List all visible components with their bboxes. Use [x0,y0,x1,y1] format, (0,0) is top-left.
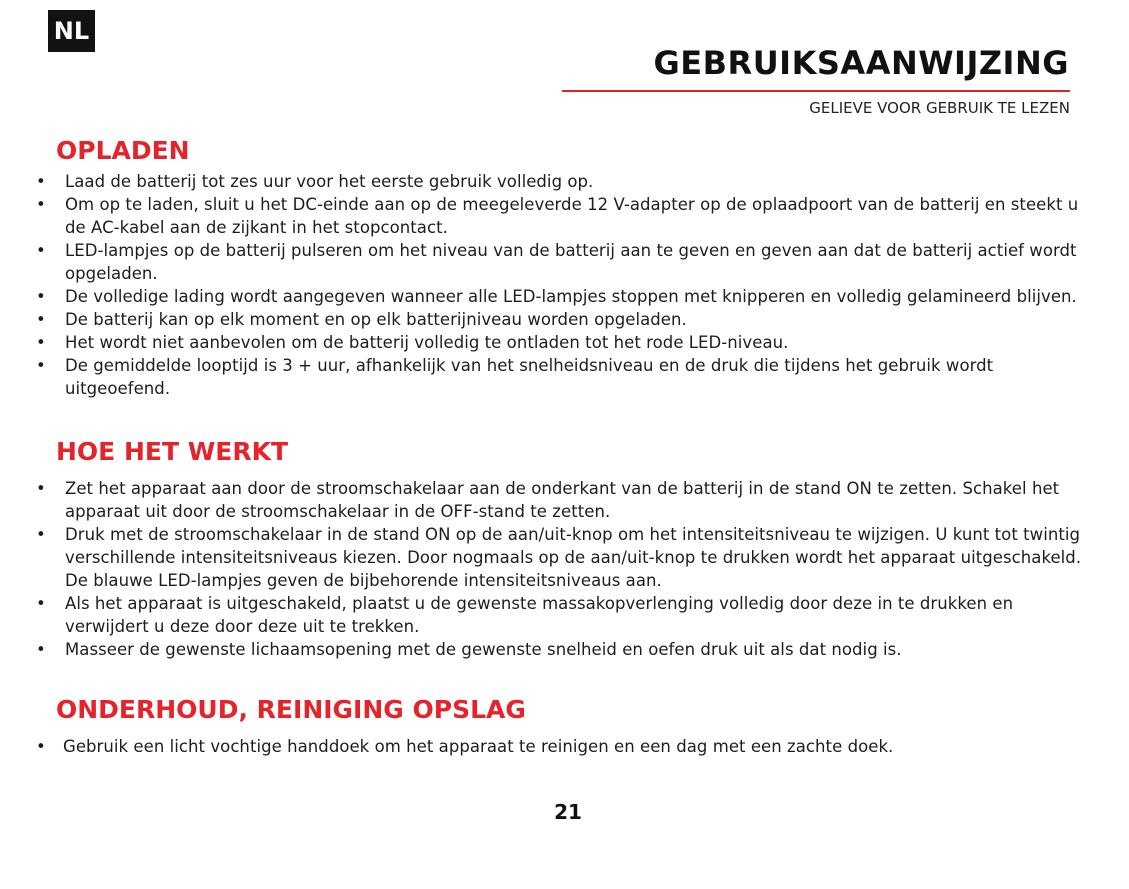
list-item: • LED-lampjes op de batterij pulseren om het niveau van de batterij aan te geven en geven aan dat de batterij actief wordt opgeladen. [36,241,1077,283]
charging-instructions-list [34,170,1094,400]
bullet-icon: • [36,525,46,544]
section-heading-opladen: OPLADEN [56,136,190,165]
document-subtitle: GELIEVE VOOR GEBRUIK TE LEZEN [809,99,1070,117]
list-item: • Als het apparaat is uitgeschakeld, plaatst u de gewenste massakopverlenging volledig door deze in te drukken en verwijdert u deze door deze uit te trekken. [36,594,1014,636]
list-item: • Om op te laden, sluit u het DC-einde aan op de meegeleverde 12 V-adapter op de oplaadpoort van de batterij en steekt u de AC-kabel aan de zijkant in het stopcontact. [36,195,1079,237]
bullet-icon: • [36,356,46,375]
title-underline [562,90,1070,92]
how-it-works-list [34,477,1094,661]
bullet-icon: • [36,241,46,260]
bullet-icon: • [36,195,46,214]
list-item: • Masseer de gewenste lichaamsopening met de gewenste snelheid en oefen druk uit als dat nodig is. [36,640,902,659]
list-item: • Druk met de stroomschakelaar in de stand ON op de aan/uit-knop om het intensiteitsniveau te wijzigen. U kunt tot twintig verschillende intensiteitsniveaus kiezen. Door nogmaals op de aan/uit-knop te drukken wordt het apparaat uitgeschakeld. De blauwe LED-lampjes geven de bijbehorende intensiteitsniveaus aan. [36,525,1082,590]
document-title: GEBRUIKSAANWIJZING [653,44,1069,82]
list-item: • Het wordt niet aanbevolen om de batterij volledig te ontladen tot het rode LED-niveau. [36,333,789,352]
maintenance-list [34,735,1094,758]
bullet-icon: • [36,333,46,352]
section-heading-hoe-het-werkt: HOE HET WERKT [56,437,289,466]
list-item: • De volledige lading wordt aangegeven wanneer alle LED-lampjes stoppen met knipperen en volledig gelamineerd blijven. [36,287,1077,306]
language-badge: NL [48,10,95,52]
bullet-icon: • [36,594,46,613]
bullet-icon: • [36,479,46,498]
list-item: • Gebruik een licht vochtige handdoek om het apparaat te reinigen en een dag met een zachte doek. [36,737,894,756]
section-heading-onderhoud: ONDERHOUD, REINIGING OPSLAG [56,695,526,724]
bullet-icon: • [36,737,46,756]
list-item: • Laad de batterij tot zes uur voor het eerste gebruik volledig op. [36,172,594,191]
list-item: • De gemiddelde looptijd is 3 + uur, afhankelijk van het snelheidsniveau en de druk die tijdens het gebruik wordt uitgeoefend. [36,356,994,398]
bullet-icon: • [36,172,46,191]
list-item: • Zet het apparaat aan door de stroomschakelaar aan de onderkant van de batterij in de stand ON te zetten. Schakel het apparaat uit door de stroomschakelaar in de OFF-stand te zetten. [36,479,1060,521]
bullet-icon: • [36,287,46,306]
page-number: 21 [554,800,582,824]
list-item: • De batterij kan op elk moment en op elk batterijniveau worden opgeladen. [36,310,687,329]
bullet-icon: • [36,640,46,659]
bullet-icon: • [36,310,46,329]
